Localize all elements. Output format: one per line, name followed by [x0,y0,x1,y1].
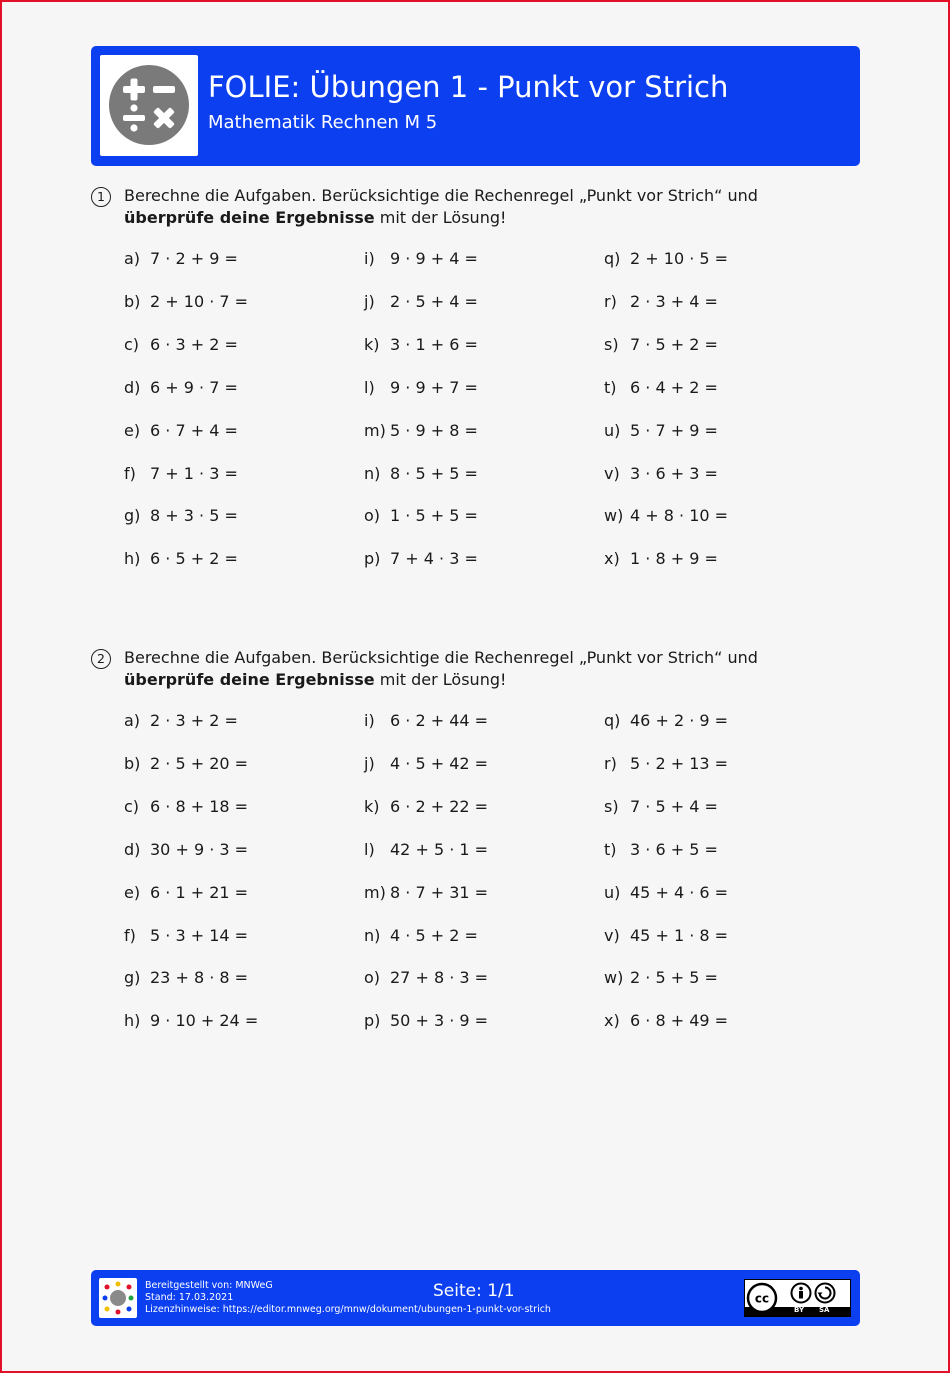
exercise-item [364,753,488,775]
exercise-expression: 4 + 8 · 10 = [630,506,729,526]
exercise-item [604,334,718,356]
cc-sa-label: SA [819,1306,830,1314]
task-number: 1 [91,187,111,207]
exercise-label: p) [364,549,381,569]
exercise-label: x) [604,549,620,569]
exercise-expression: 23 + 8 · 8 = [150,968,249,988]
exercise-item [604,548,718,570]
exercise-label: w) [604,506,624,526]
exercise-item [604,967,718,989]
exercise-expression: 3 · 6 + 5 = [630,839,718,859]
exercise-item [604,420,718,442]
exercise-item [364,839,488,861]
exercise-label: h) [124,549,141,569]
exercise-label: o) [364,968,381,988]
exercise-label: v) [604,925,620,945]
exercise-expression: 7 + 4 · 3 = [390,549,478,569]
page-number: Seite: 1/1 [433,1281,515,1301]
exercise-expression: 4 · 5 + 42 = [390,753,489,773]
footer-date: Stand: 17.03.2021 [145,1292,234,1303]
exercise-item [124,882,248,904]
exercise-item [604,882,728,904]
exercise-item [604,463,718,485]
exercise-expression: 6 · 4 + 2 = [630,377,718,397]
exercise-expression: 7 · 2 + 9 = [150,249,238,268]
exercise-label: n) [364,925,381,945]
exercise-expression: 2 · 3 + 2 = [150,711,238,730]
math-operators-icon [109,65,189,145]
exercise-label: c) [124,334,140,354]
exercise-item [604,291,718,313]
exercise-item [604,248,728,270]
exercise-label: u) [604,882,621,902]
exercise-item [364,291,478,313]
exercise-item [364,796,488,818]
exercise-expression: 2 · 3 + 4 = [630,291,718,311]
exercise-item [124,334,238,356]
exercise-label: p) [364,1011,381,1031]
page-subtitle: Mathematik Rechnen M 5 [208,112,438,133]
exercise-item [124,291,248,313]
exercise-label: m) [364,420,386,440]
exercise-expression: 6 · 7 + 4 = [150,420,238,440]
exercise-expression: 5 · 3 + 14 = [150,925,249,945]
exercise-label: n) [364,463,381,483]
exercise-item [604,925,728,947]
exercise-label: e) [124,882,141,902]
exercise-expression: 2 + 10 · 5 = [630,249,729,268]
exercise-item [364,967,488,989]
exercise-item [604,505,728,527]
exercise-expression: 5 · 9 + 8 = [390,420,478,440]
footer-provided-by: Bereitgestellt von: MNWeG [145,1280,273,1291]
exercise-item [364,505,478,527]
exercise-expression: 3 · 6 + 3 = [630,463,718,483]
exercise-item [124,548,238,570]
exercise-expression: 9 · 9 + 7 = [390,377,478,397]
exercise-item [124,377,238,399]
exercise-label: g) [124,968,141,988]
exercise-label: l) [364,839,375,859]
cc-by-label: BY [794,1306,805,1314]
exercise-label: x) [604,1011,620,1031]
exercise-item [364,925,478,947]
exercise-expression: 6 · 1 + 21 = [150,882,249,902]
exercise-label: j) [364,753,375,773]
exercise-label: f) [124,463,136,483]
exercise-label: c) [124,796,140,816]
exercise-item [604,839,718,861]
exercise-expression: 2 · 5 + 20 = [150,753,249,773]
exercise-label: e) [124,420,141,440]
exercise-item [364,1010,488,1032]
exercise-label: a) [124,249,141,268]
exercise-item [364,710,488,732]
exercise-label: w) [604,968,624,988]
exercise-item [604,796,718,818]
exercise-expression: 2 + 10 · 7 = [150,291,249,311]
exercise-label: l) [364,377,375,397]
exercise-label: q) [604,249,621,268]
exercise-item [124,505,238,527]
exercise-label: i) [364,711,375,730]
exercise-label: g) [124,506,141,526]
exercise-item [124,248,238,270]
exercise-item [364,548,478,570]
exercise-label: v) [604,463,620,483]
exercise-expression: 6 · 8 + 49 = [630,1011,729,1031]
exercise-item [364,882,488,904]
exercise-label: q) [604,711,621,730]
cc-license-badge[interactable] [744,1279,851,1317]
exercise-label: i) [364,249,375,268]
task-instruction: Berechne die Aufgaben. Berücksichtige die Rechenregel „Punkt vor Strich“ und überprüfe deine Ergebnisse mit der Lösung! [124,648,758,689]
exercise-expression: 45 + 4 · 6 = [630,882,729,902]
exercise-expression: 8 · 5 + 5 = [390,463,478,483]
mnweg-logo-icon [99,1278,137,1318]
exercise-label: o) [364,506,381,526]
exercise-label: a) [124,711,141,730]
exercise-item [124,967,248,989]
exercise-label: d) [124,839,141,859]
page-title: FOLIE: Übungen 1 - Punkt vor Strich [208,70,729,104]
exercise-expression: 7 · 5 + 2 = [630,334,718,354]
exercise-label: r) [604,753,617,773]
exercise-label: r) [604,291,617,311]
task-number: 2 [91,649,111,669]
exercise-expression: 50 + 3 · 9 = [390,1011,489,1031]
exercise-label: b) [124,291,141,311]
exercise-expression: 5 · 7 + 9 = [630,420,718,440]
exercise-item [124,925,248,947]
exercise-item [604,753,728,775]
exercise-expression: 8 + 3 · 5 = [150,506,238,526]
exercise-item [124,463,238,485]
exercise-expression: 7 · 5 + 4 = [630,796,718,816]
exercise-expression: 6 · 8 + 18 = [150,796,249,816]
exercise-item [604,377,718,399]
exercise-expression: 9 · 9 + 4 = [390,249,478,268]
exercise-item [124,1010,258,1032]
exercise-item [124,710,238,732]
exercise-expression: 6 · 2 + 44 = [390,711,489,730]
exercise-item [364,248,478,270]
exercise-item [124,420,238,442]
exercise-expression: 6 · 5 + 2 = [150,549,238,569]
exercise-item [364,420,478,442]
exercise-expression: 6 · 3 + 2 = [150,334,238,354]
exercise-expression: 4 · 5 + 2 = [390,925,478,945]
exercise-expression: 42 + 5 · 1 = [390,839,489,859]
exercise-label: d) [124,377,141,397]
exercise-expression: 46 + 2 · 9 = [630,711,729,730]
exercise-label: f) [124,925,136,945]
svg-text:cc: cc [754,1291,770,1306]
exercise-expression: 6 · 2 + 22 = [390,796,489,816]
exercise-item [124,753,248,775]
exercise-expression: 3 · 1 + 6 = [390,334,478,354]
exercise-item [124,839,248,861]
exercise-expression: 7 + 1 · 3 = [150,463,238,483]
exercise-label: t) [604,839,617,859]
exercise-label: s) [604,796,619,816]
exercise-item [364,334,478,356]
exercise-expression: 30 + 9 · 3 = [150,839,249,859]
exercise-expression: 45 + 1 · 8 = [630,925,729,945]
exercise-label: k) [364,334,380,354]
exercise-item [604,710,728,732]
exercise-expression: 8 · 7 + 31 = [390,882,489,902]
task-instruction: Berechne die Aufgaben. Berücksichtige die Rechenregel „Punkt vor Strich“ und überprüfe deine Ergebnisse mit der Lösung! [124,186,758,227]
exercise-item [364,377,478,399]
exercise-item [364,463,478,485]
footer-license-link[interactable]: Lizenzhinweise: https://editor.mnweg.org/mnw/dokument/ubungen-1-punkt-vor-strich [145,1304,551,1315]
exercise-expression: 2 · 5 + 5 = [630,968,718,988]
exercise-expression: 1 · 5 + 5 = [390,506,478,526]
exercise-item [124,796,248,818]
exercise-label: h) [124,1011,141,1031]
exercise-expression: 5 · 2 + 13 = [630,753,729,773]
exercise-label: m) [364,882,386,902]
exercise-label: s) [604,334,619,354]
header-banner [91,46,860,166]
exercise-expression: 1 · 8 + 9 = [630,549,718,569]
exercise-label: j) [364,291,375,311]
exercise-label: b) [124,753,141,773]
exercise-item [604,1010,728,1032]
exercise-expression: 9 · 10 + 24 = [150,1011,259,1031]
exercise-expression: 6 + 9 · 7 = [150,377,238,397]
exercise-label: k) [364,796,380,816]
exercise-expression: 27 + 8 · 3 = [390,968,489,988]
footer-bar [91,1270,860,1326]
exercise-label: t) [604,377,617,397]
exercise-expression: 2 · 5 + 4 = [390,291,478,311]
logo-box [100,55,198,156]
exercise-label: u) [604,420,621,440]
